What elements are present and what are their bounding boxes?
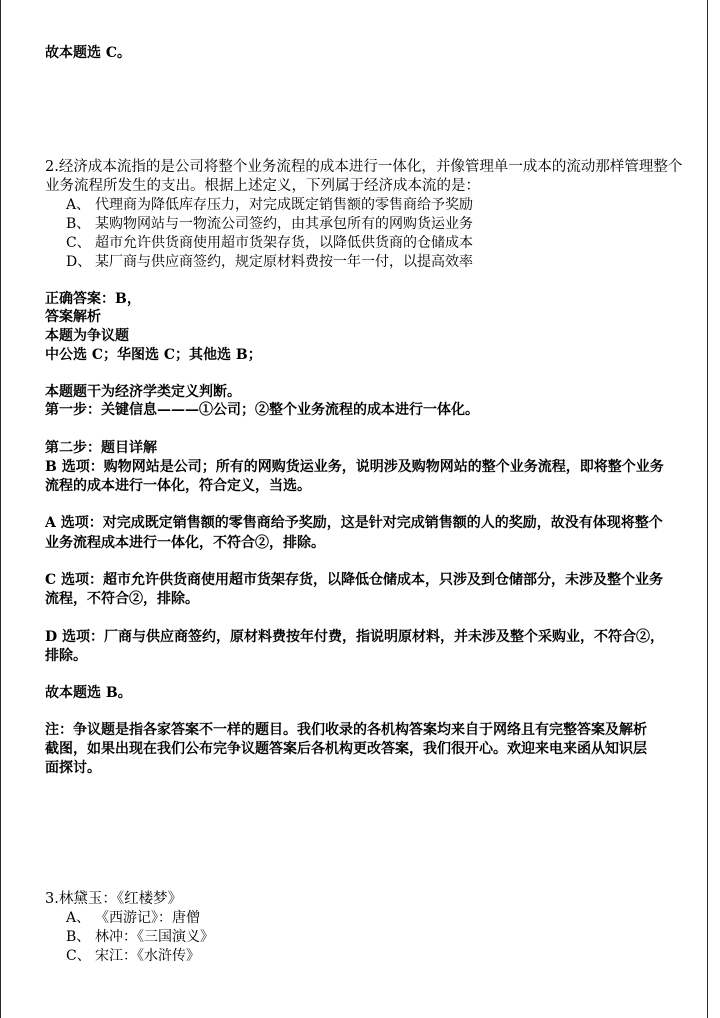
q2-option-d-text: 某厂商与供应商签约，规定原材料费按一年一付，以提高效率 [95,254,473,270]
q3-stem: 3.林黛玉：《红楼梦》 [45,891,183,907]
analysis-step1: 第一步：关键信息———①公司；②整个业务流程的成本进行一体化。 [45,402,479,418]
option-c-explanation-line2: 流程，不符合②，排除。 [45,591,199,607]
analysis-step2: 第二步：题目详解 [45,440,157,456]
dispute-label: 本题为争议题 [45,328,129,344]
q3-option-b-text: 林冲：《三国演义》 [95,929,214,945]
analysis-intro: 本题题干为经济学类定义判断。 [45,384,241,400]
analysis-title: 答案解析 [45,309,101,325]
q2-option-a-letter: A、 [66,197,91,213]
option-c-explanation-line1: C 选项：超市允许供货商使用超市货架存货，以降低仓储成本，只涉及到仓储部分，未涉及整个业务 [45,572,664,588]
option-a-explanation-line2: 业务流程成本进行一体化，不符合②，排除。 [45,535,325,551]
correct-answer: 正确答案：B， [45,291,141,307]
conclusion: 故本题选 B。 [45,685,132,701]
option-d-explanation-line1: D 选项：厂商与供应商签约，原材料费按年付费，指说明原材料，并未涉及整个采购业，不符合②， [45,629,665,645]
q3-option-c-text: 宋江：《水浒传》 [95,948,200,964]
q2-option-d-letter: D、 [66,254,92,270]
option-d-explanation-line2: 排除。 [45,648,87,664]
note-line1: 注：争议题是指各家答案不一样的题目。我们收录的各机构答案均来自于网络且有完整答案及解析 [45,722,647,738]
q2-stem-line2: 业务流程所发生的支出。根据上述定义，下列属于经济成本流的是： [45,178,480,194]
q2-option-a-text: 代理商为降低库存压力，对完成既定销售额的零售商给予奖励 [95,197,473,213]
option-b-explanation-line1: B 选项：购物网站是公司；所有的网购货运业务，说明涉及购物网站的整个业务流程，即将整个业务 [45,459,664,475]
q2-option-c-text: 超市允许供货商使用超市货架存货，以降低供货商的仓储成本 [95,235,473,251]
note-line2: 截图，如果出现在我们公布完争议题答案后各机构更改答案，我们很开心。欢迎来电来函从知识层 [45,741,647,757]
q3-option-a-text: 《西游记》：唐僧 [95,910,200,926]
q2-option-c-letter: C、 [66,235,91,251]
q2-option-b-letter: B、 [66,216,91,232]
note-line3: 面探讨。 [45,760,101,776]
page-right-border [707,0,708,1018]
q3-option-b-letter: B、 [66,929,91,945]
option-a-explanation-line1: A 选项：对完成既定销售额的零售商给予奖励，这是针对完成销售额的人的奖励，故没有体现将整个 [45,515,663,531]
q2-stem-line1: 2.经济成本流指的是公司将整个业务流程的成本进行一体化，并像管理单一成本的流动那样管理整个 [45,159,683,175]
q3-option-a-letter: A、 [66,910,91,926]
page-left-border [0,0,1,1018]
previous-answer: 故本题选 C。 [45,45,132,61]
q3-option-c-letter: C、 [66,948,91,964]
institution-votes: 中公选 C；华图选 C；其他选 B； [45,347,262,363]
q2-option-b-text: 某购物网站与一物流公司签约，由其承包所有的网购货运业务 [95,216,473,232]
option-b-explanation-line2: 流程的成本进行一体化，符合定义，当选。 [45,478,311,494]
